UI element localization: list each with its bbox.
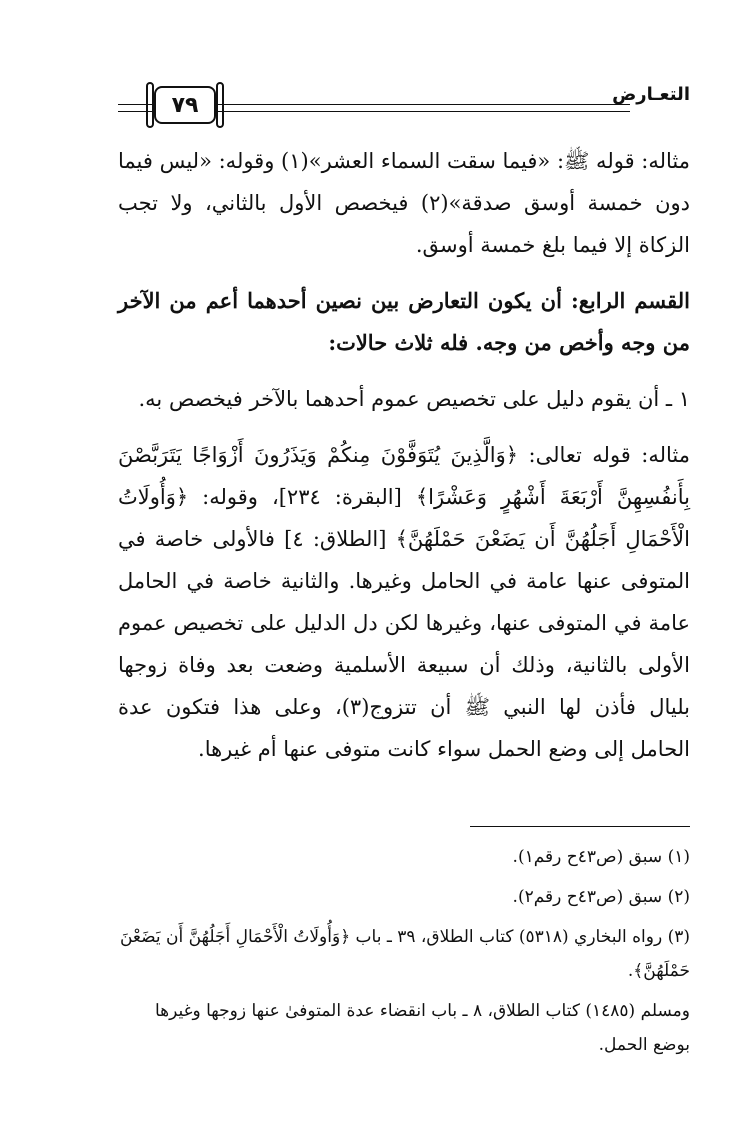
page-header	[118, 78, 690, 128]
footnote-3: (٣) رواه البخاري (٥٣١٨) كتاب الطلاق، ٣٩ ـ باب ﴿وَأُولَاتُ الْأَحْمَالِ أَجَلُهُنَّ أَن يَضَعْنَ حَمْلَهُنَّ﴾.	[119, 927, 690, 981]
header-rule-right	[218, 104, 630, 112]
chapter-title: التعـارض	[612, 84, 690, 105]
footnote-divider	[470, 826, 690, 827]
paragraph-example-zakat: مثاله: قوله ﷺ: «فيما سقت السماء العشر»(١) وقوله: «ليس فيما دون خمسة أوسق صدقة»(٢) فيخصص الأول بالثاني، ولا تجب الزكاة إلا فيما بلغ خمسة أوسق.	[117, 149, 690, 257]
page-number: ٧٩	[171, 92, 199, 118]
page-number-box	[154, 86, 216, 124]
paragraph-example-iddah: مثاله: قوله تعالى: ﴿وَالَّذِينَ يُتَوَفَّوْنَ مِنكُمْ وَيَذَرُونَ أَزْوَاجًا يَتَرَبَّصْنَ بِأَنفُسِهِنَّ أَرْبَعَةَ أَشْهُرٍ وَعَشْرًا﴾ [البقرة: ٢٣٤]، وقوله: ﴿وَأُولَاتُ الْأَحْمَالِ أَجَلُهُنَّ أَن يَضَعْنَ حَمْلَهُنَّ﴾ [الطلاق: ٤] فالأولى خاصة في المتوفى عنها عامة في الحامل وغيرها. والثانية خاصة في الحامل عامة في المتوفى عنها، وغيرها لكن دل الدليل على تخصيص عموم الأولى بالثانية، وذلك أن سبيعة الأسلمية وضعت بعد وفاة زوجها بليال فأذن لها النبي ﷺ أن تتزوج(٣)، وعلى هذا فتكون عدة الحامل إلى وضع الحمل سواء كانت متوفى عنها أم غيرها.	[118, 443, 691, 761]
footnote-1: (١) سبق (ص٤٣ح رقم١).	[512, 847, 690, 867]
footnotes	[118, 840, 690, 1068]
paragraph-case-one: ١ ـ أن يقوم دليل على تخصيص عموم أحدهما بالآخر فيخصص به.	[138, 387, 690, 411]
paragraph-fourth-section: القسم الرابع: أن يكون التعارض بين نصين أحدهما أعم من الآخر من وجه وأخص من وجه. فله ثلاث حالات:	[118, 288, 690, 355]
footnote-2: (٢) سبق (ص٤٣ح رقم٢).	[512, 887, 690, 907]
main-text	[118, 140, 690, 784]
footnote-3-continued: ومسلم (١٤٨٥) كتاب الطلاق، ٨ ـ باب انقضاء عدة المتوفىٰ عنها زوجها وغيرها بوضع الحمل.	[154, 1001, 690, 1055]
